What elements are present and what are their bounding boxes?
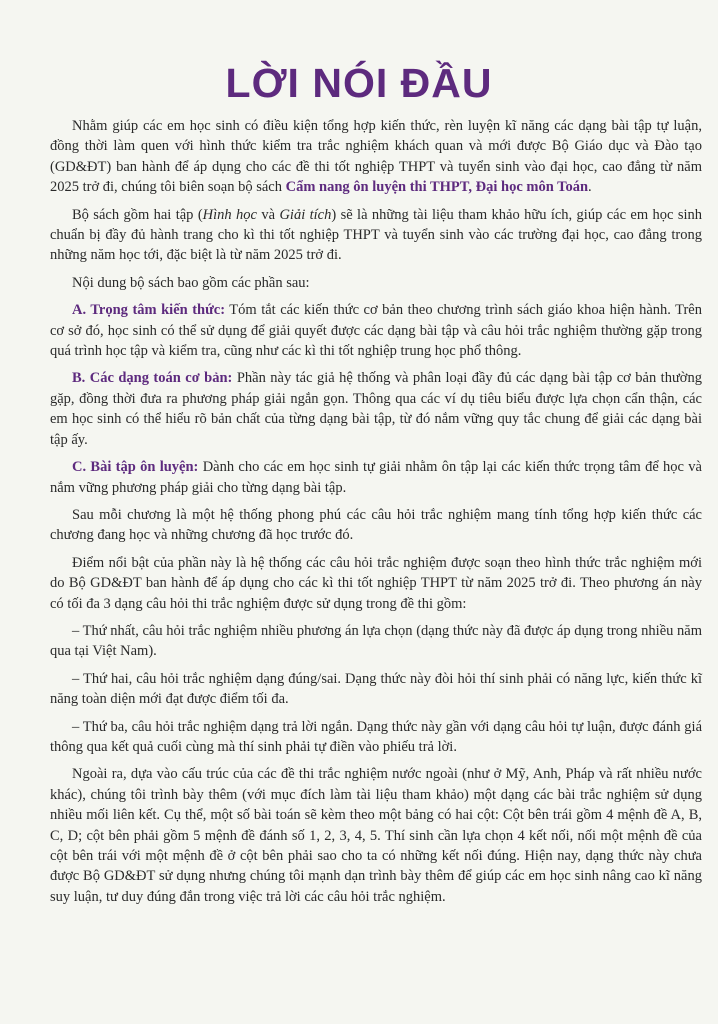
section-b bbox=[50, 368, 702, 450]
volume-geometry: Hình học bbox=[202, 206, 257, 223]
section-c bbox=[50, 457, 702, 498]
paragraph-volumes-and: và bbox=[256, 206, 280, 223]
section-a-heading: A. Trọng tâm kiến thức: bbox=[72, 302, 226, 319]
paragraph-volumes-text-2: ) sẽ là những tài liệu tham khảo hữu ích, giúp các em học sinh chuẩn bị đầy đủ hành trang cho kì thi tốt nghiệp THPT và tuyển sinh vào các trường đại học, cao đẳng trong những năm học tới, đặc biệt là từ năm 2025 trở đi. bbox=[50, 206, 702, 264]
question-type-2: – Thứ hai, câu hỏi trắc nghiệm dạng đúng/sai. Dạng thức này đòi hỏi thí sinh phải có năng lực, kiến thức kĩ năng toàn diện mới đạt được điểm tối đa. bbox=[50, 670, 702, 708]
section-c-heading: C. Bài tập ôn luyện: bbox=[72, 459, 199, 476]
book-title: Cẩm nang ôn luyện thi THPT, Đại học môn Toán bbox=[285, 179, 589, 196]
section-b-text: Phần này tác giả hệ thống và phân loại đầy đủ các dạng bài tập cơ bản thường gặp, đồng thời đưa ra phương pháp giải ngắn gọn. Thông qua các ví dụ tiêu biểu được lựa chọn cẩn thận, các em học sinh có thể hiểu rõ bản chất của từng dạng bài tập, từ đó nắm vững quy tắc chung để giải các dạng bài tập ấy. bbox=[50, 370, 702, 448]
section-c-text: Dành cho các em học sinh tự giải nhằm ôn tập lại các kiến thức trọng tâm để học và nắm vững phương pháp giải cho từng dạng bài tập. bbox=[50, 459, 702, 496]
paragraph-volumes-text-1: Bộ sách gồm hai tập ( bbox=[72, 206, 203, 223]
volume-calculus: Giải tích bbox=[279, 206, 332, 223]
question-type-3: – Thứ ba, câu hỏi trắc nghiệm dạng trả lời ngắn. Dạng thức này gần với dạng câu hỏi tự luận, được đánh giá thông qua kết quả cuối cùng mà thí sinh phải tự điền vào phiếu trả lời. bbox=[50, 718, 702, 755]
paragraph-volumes bbox=[50, 205, 702, 266]
preface-body bbox=[50, 116, 702, 914]
paragraph-chapter-summary: Sau mỗi chương là một hệ thống phong phú các câu hỏi trắc nghiệm mang tính tổng hợp kiến thức các chương đang học và những chương đã học trước đó. bbox=[50, 506, 702, 544]
paragraph-contents-intro: Nội dung bộ sách bao gồm các phần sau: bbox=[72, 274, 310, 291]
paragraph-intro bbox=[50, 116, 702, 198]
paragraph-highlight: Điểm nổi bật của phần này là hệ thống các câu hỏi trắc nghiệm được soạn theo hình thức trắc nghiệm mới do Bộ GD&ĐT ban hành để áp dụng cho các kì thi tốt nghiệp THPT từ năm 2025 trở đi. Theo phương án này có tối đa 3 dạng câu hỏi thi trắc nghiệm được sử dụng trong đề thi gồm: bbox=[50, 554, 702, 612]
paragraph-matching: Ngoài ra, dựa vào cấu trúc của các đề thi trắc nghiệm nước ngoài (như ở Mỹ, Anh, Pháp và rất nhiều nước khác), chúng tôi trình bày thêm (với mục đích làm tài liệu tham khảo) một dạng các bài trắc nghiệm sử dụng nhiều mối liên kết. Cụ thể, một số bài toán sẽ kèm theo một bảng có hai cột: Cột bên trái gồm 4 mệnh đề A, B, C, D; cột bên phải gồm 5 mệnh đề đánh số 1, 2, 3, 4, 5. Thí sinh cần lựa chọn 4 kết nối, nối một mệnh đề của cột bên trái với một mệnh đề ở cột bên phải sao cho ta có những kết nối đúng. Hiện nay, dạng thức này chưa được Bộ GD&ĐT sử dụng nhưng chúng tôi mạnh dạn trình bày thêm để giúp các em học sinh nâng cao kĩ năng suy luận, tư duy đúng đắn trong việc trả lời các câu hỏi trắc nghiệm. bbox=[50, 766, 702, 905]
paragraph-intro-end: . bbox=[588, 179, 592, 196]
section-b-heading: B. Các dạng toán cơ bản: bbox=[72, 370, 233, 387]
question-type-1: – Thứ nhất, câu hỏi trắc nghiệm nhiều phương án lựa chọn (dạng thức này đã được áp dụng trong nhiều năm qua tại Việt Nam). bbox=[50, 622, 702, 660]
page-title: LỜI NÓI ĐẦU bbox=[225, 60, 493, 106]
section-a-text: Tóm tắt các kiến thức cơ bản theo chương trình sách giáo khoa hiện hành. Trên cơ sở đó, học sinh có thể sử dụng để giải quyết được các dạng bài tập và câu hỏi trắc nghiệm thường gặp trong quá trình học tập và kiểm tra, cũng như các kì thi tốt nghiệp trung học phổ thông. bbox=[50, 302, 702, 360]
paragraph-intro-text: Nhằm giúp các em học sinh có điều kiện tổng hợp kiến thức, rèn luyện kĩ năng các dạng bài tập tự luận, đồng thời làm quen với hình thức kiểm tra trắc nghiệm khách quan và mới được Bộ Giáo dục và Đào tạo (GD&ĐT) ban hành để áp dụng cho các đề thi tốt nghiệp THPT và tuyển sinh vào đại học, cao đẳng từ năm 2025 trở đi, chúng tôi biên soạn bộ sách bbox=[50, 118, 702, 196]
section-a bbox=[50, 300, 702, 361]
